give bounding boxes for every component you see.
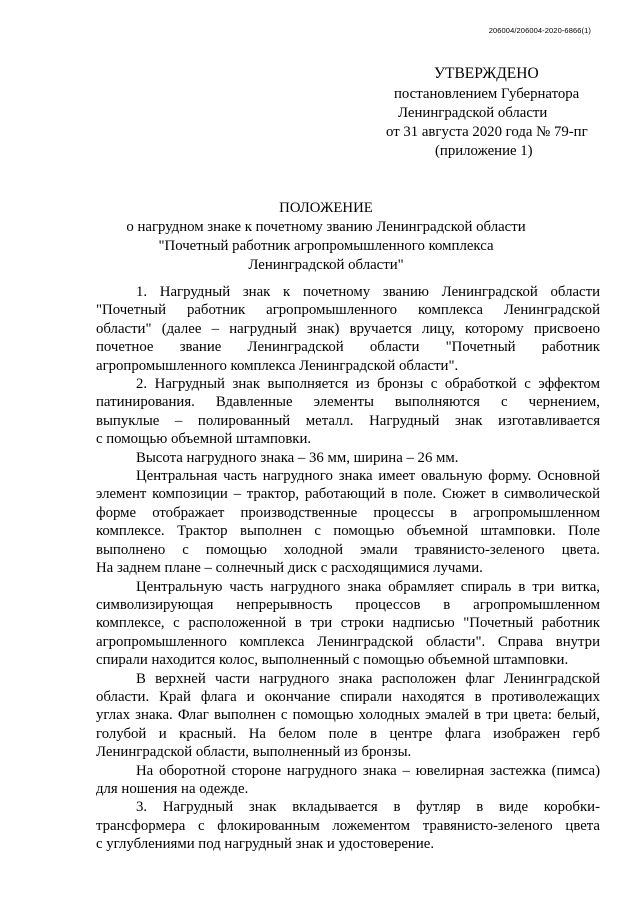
paragraph-line: углах знака. Флаг выполнен с помощью холодных эмалей в три цвета: белый, bbox=[96, 707, 600, 724]
heading-line: "Почетный работник агропромышленного комплекса bbox=[158, 238, 494, 254]
paragraph-line: трансформера с флокированным ложементом травянисто-зеленого цвета bbox=[96, 817, 600, 834]
paragraph-line: 2. Нагрудный знак выполняется из бронзы с обработкой с эффектом bbox=[136, 376, 600, 393]
paragraph bbox=[96, 283, 600, 375]
document-title: ПОЛОЖЕНИЕ bbox=[279, 200, 373, 216]
paragraph-line: В верхней части нагрудного знака расположен флаг Ленинградской bbox=[136, 670, 600, 687]
paragraph bbox=[96, 762, 600, 799]
document-heading bbox=[96, 199, 556, 275]
approval-line: от 31 августа 2020 года № 79-пг bbox=[386, 124, 588, 140]
paragraph-line: голубой и красный. На белом поле в центре флага изображен герб bbox=[96, 725, 600, 742]
paragraph-line: "Почетный работник агропромышленного комплекса Ленинградской bbox=[96, 302, 600, 319]
paragraph-line: спирали находится колос, выполненный с помощью объемной штамповки. bbox=[96, 652, 569, 669]
paragraph-line: области. Край флага и окончание спирали находятся в противолежащих bbox=[96, 688, 600, 705]
paragraph-line: для ношения на одежде. bbox=[96, 780, 249, 797]
paragraph-line: 1. Нагрудный знак к почетному званию Ленинградской области bbox=[136, 284, 600, 300]
paragraph-line: агропромышленного комплекса Ленинградской области". bbox=[96, 357, 459, 374]
paragraph-line: Высота нагрудного знака – 36 мм, ширина – 26 мм. bbox=[136, 449, 459, 466]
paragraph-line: комплексе, с расположенной в три строки надписью "Почетный работник bbox=[96, 615, 600, 632]
paragraph bbox=[96, 467, 600, 577]
approval-stamp bbox=[380, 64, 610, 161]
paragraph-line: форме отображает производственные процессы в агропромышленном bbox=[96, 504, 600, 521]
paragraph-line: символизирующая непрерывность процессов в агропромышленном bbox=[96, 596, 600, 613]
paragraph bbox=[96, 449, 600, 467]
document-id: 206004/206004-2020-6866(1) bbox=[488, 26, 591, 35]
paragraph-line: комплексе. Трактор выполнен с помощью объемной штамповки. Поле bbox=[96, 523, 600, 540]
paragraph bbox=[96, 670, 600, 762]
heading-line: о нагрудном знаке к почетному званию Ленинградской области bbox=[126, 219, 526, 235]
paragraph bbox=[96, 578, 600, 670]
paragraph-line: области" (далее – нагрудный знак) вручается лицу, которому присвоено bbox=[96, 320, 600, 337]
paragraph-line: патинирования. Вдавленные элементы выполняются с чернением, bbox=[96, 394, 600, 411]
approval-line: постановлением Губернатора bbox=[394, 86, 580, 102]
paragraph-line: Центральную часть нагрудного знака обрамляет спираль в три витка, bbox=[136, 578, 600, 595]
paragraph-line: выполнено с помощью холодной эмали травянисто-зеленого цвета. bbox=[96, 541, 600, 558]
paragraph-line: 3. Нагрудный знак вкладывается в футляр в виде коробки- bbox=[136, 799, 600, 816]
approval-line: (приложение 1) bbox=[435, 143, 533, 159]
heading-line: Ленинградской области" bbox=[248, 257, 404, 273]
paragraph-line: с углублениями под нагрудный знак и удостоверение. bbox=[96, 836, 435, 853]
paragraph-line: Ленинградской области, выполненный из бронзы. bbox=[96, 744, 412, 761]
paragraph bbox=[96, 375, 600, 449]
paragraph bbox=[96, 798, 600, 853]
document-body bbox=[96, 283, 600, 854]
paragraph-line: элемент композиции – трактор, работающий в поле. Сюжет в символической bbox=[96, 486, 600, 503]
approval-line: Ленинградской области bbox=[398, 105, 548, 121]
paragraph-line: На заднем плане – солнечный диск с расходящимися лучами. bbox=[96, 560, 483, 577]
paragraph-line: выпуклые – полированный металл. Нагрудный знак изготавливается bbox=[96, 412, 600, 429]
paragraph-line: агропромышленного комплекса Ленинградской области". Справа внутри bbox=[96, 633, 600, 650]
paragraph-line: На оборотной стороне нагрудного знака – ювелирная застежка (пимса) bbox=[136, 762, 600, 779]
paragraph-line: почетное звание Ленинградской области "Почетный работник bbox=[96, 339, 600, 356]
approval-title: УТВЕРЖДЕНО bbox=[434, 65, 539, 82]
paragraph-line: с помощью объемной штамповки. bbox=[96, 431, 312, 448]
paragraph-line: Центральная часть нагрудного знака имеет овальную форму. Основной bbox=[136, 468, 600, 485]
